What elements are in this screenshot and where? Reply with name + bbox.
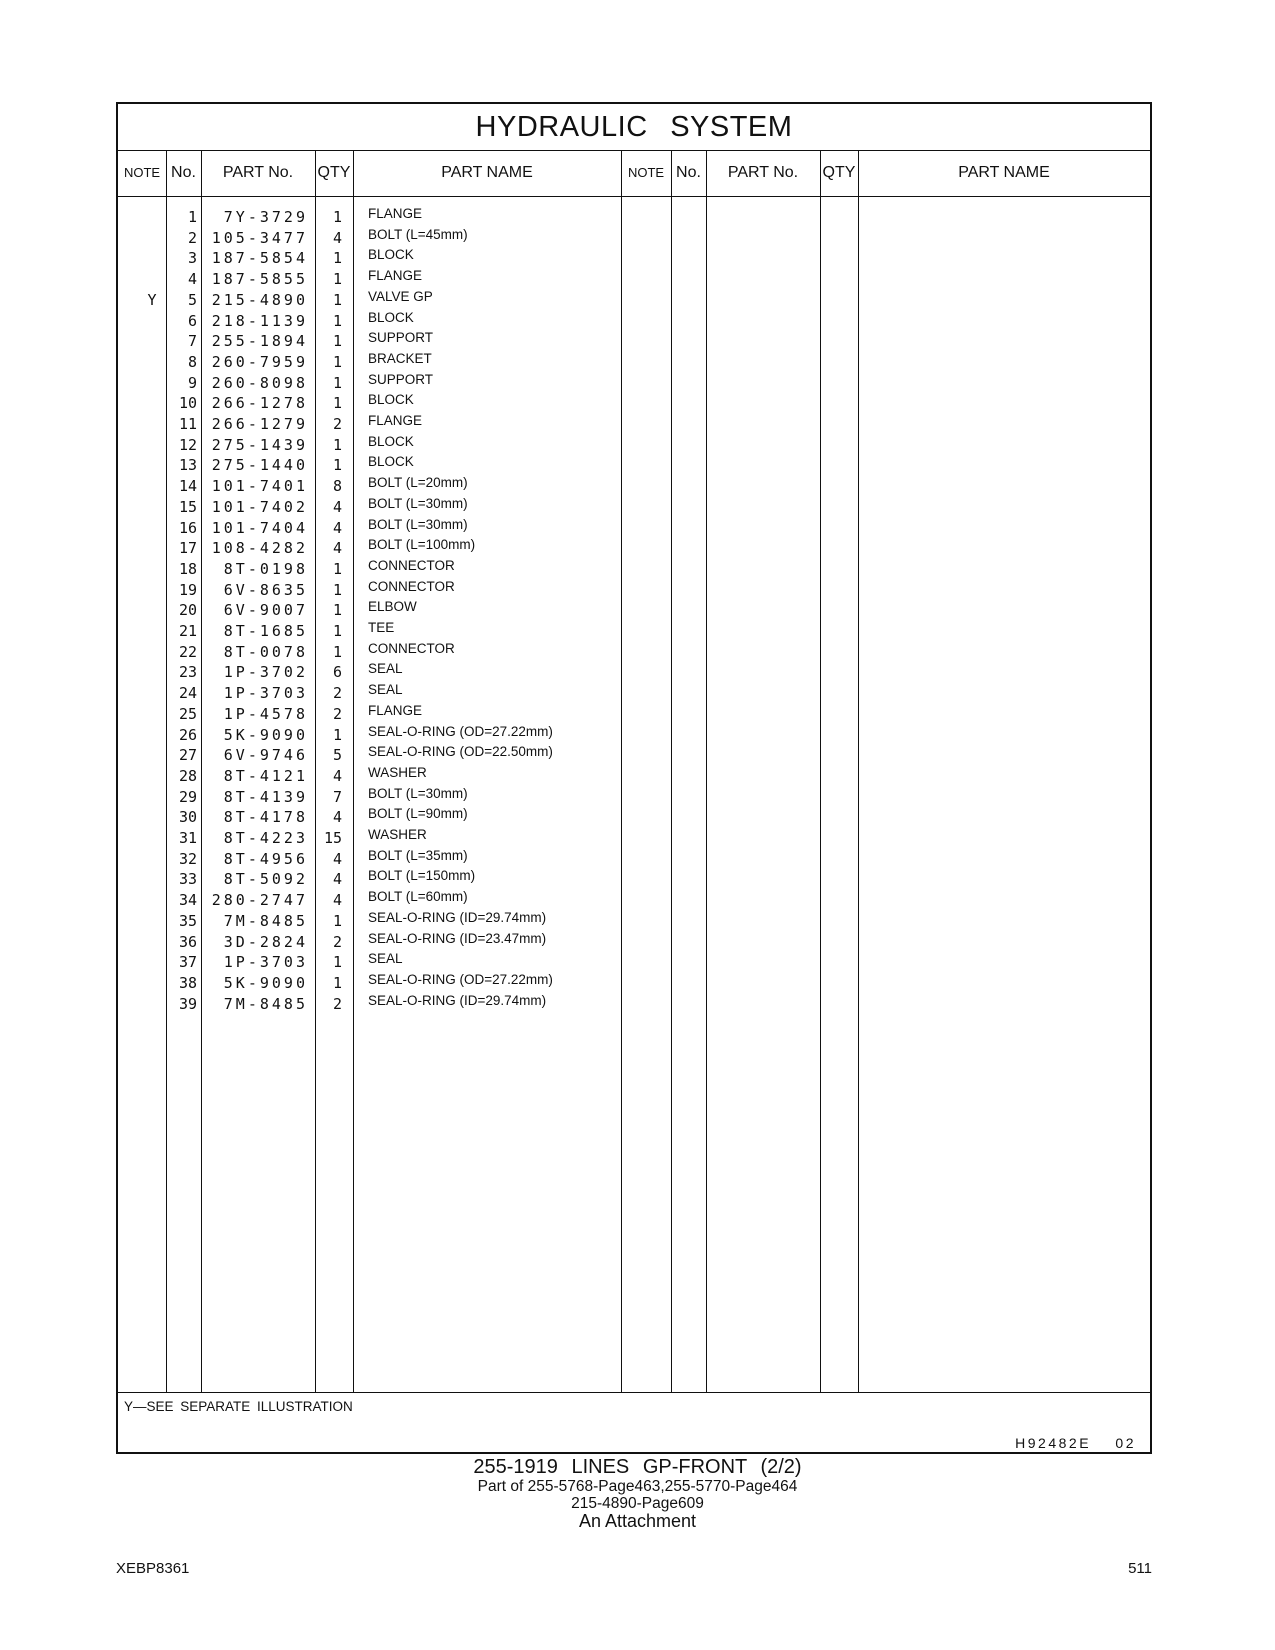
row-part-no: 255-1894: [211, 332, 308, 351]
row-qty: 4: [332, 808, 342, 827]
table-row: [118, 765, 1150, 787]
row-part-name: BOLT (L=150mm): [368, 868, 476, 884]
table-row: [118, 599, 1150, 621]
group-reference: Part of 255-5768-Page463,255-5770-Page464: [477, 1478, 798, 1495]
row-part-name: WASHER: [368, 764, 427, 780]
row-part-no: 101-7401: [211, 477, 308, 496]
row-number: 23: [178, 663, 197, 682]
row-part-name: BOLT (L=45mm): [368, 226, 468, 242]
row-qty: 1: [332, 622, 342, 640]
row-part-no: 266-1278: [211, 394, 308, 413]
page-number: 511: [1128, 1560, 1152, 1577]
row-part-no: 3D-2824: [223, 932, 308, 951]
table-footer: [118, 1392, 1150, 1453]
row-number: 37: [178, 953, 197, 972]
group-reference-2: 215-4890-Page609: [571, 1495, 704, 1512]
row-part-name: BOLT (L=90mm): [368, 806, 468, 822]
table-row: [118, 454, 1150, 476]
row-part-name: FLANGE: [368, 702, 423, 718]
footnote: Y—SEE SEPARATE ILLUSTRATION: [124, 1399, 353, 1414]
row-part-no: 8T-4223: [223, 829, 308, 847]
table-row: [118, 517, 1150, 539]
attachment-label: An Attachment: [578, 1511, 697, 1531]
row-note: Y: [147, 290, 157, 309]
row-number: 14: [178, 477, 197, 496]
row-qty: 1: [332, 311, 342, 330]
row-qty: 1: [332, 953, 342, 972]
header-qty-left: QTY: [317, 164, 351, 181]
row-part-name: BOLT (L=60mm): [368, 889, 468, 905]
header-part-no-right: PART No.: [727, 164, 799, 181]
row-number: 25: [178, 704, 197, 723]
table-title: HYDRAULIC SYSTEM: [118, 104, 1150, 151]
row-qty: 5: [332, 746, 342, 765]
row-part-name: SEAL-O-RING (ID=29.74mm): [368, 992, 547, 1008]
row-qty: 1: [332, 973, 342, 992]
row-number: 19: [178, 580, 197, 599]
row-number: 39: [178, 994, 197, 1013]
table-row: [118, 951, 1150, 973]
table-row: [118, 620, 1150, 642]
row-qty: 4: [332, 518, 342, 537]
row-part-name: ELBOW: [368, 599, 417, 615]
row-number: 16: [178, 518, 197, 537]
row-qty: 8: [332, 477, 342, 496]
row-qty: 1: [332, 373, 342, 392]
group-title: 255-1919 LINES GP-FRONT (2/2): [473, 1456, 802, 1478]
row-part-name: BLOCK: [368, 454, 414, 470]
row-number: 7: [187, 332, 197, 351]
illustration-code: H92482E 02: [1015, 1435, 1136, 1451]
row-number: 2: [187, 228, 197, 247]
table-row: [118, 330, 1150, 352]
row-number: 12: [178, 435, 197, 454]
row-qty: 1: [332, 290, 342, 309]
row-qty: 1: [332, 249, 342, 268]
row-part-name: SEAL: [368, 951, 403, 967]
row-qty: 15: [323, 829, 342, 847]
header-part-name-right: PART NAME: [958, 164, 1050, 181]
row-part-name: BOLT (L=30mm): [368, 785, 468, 801]
row-part-no: 8T-4956: [223, 849, 308, 868]
row-part-no: 260-8098: [211, 373, 308, 392]
row-number: 3: [187, 249, 197, 268]
row-part-no: 215-4890: [211, 290, 308, 309]
row-part-name: VALVE GP: [368, 288, 433, 304]
row-number: 10: [178, 394, 197, 413]
table-row: [118, 993, 1150, 1015]
row-part-name: SEAL-O-RING (OD=27.22mm): [368, 971, 553, 987]
table-row: [118, 558, 1150, 580]
table-row: [118, 889, 1150, 911]
row-number: 33: [178, 870, 197, 889]
row-part-no: 187-5854: [211, 249, 308, 268]
row-part-no: 7Y-3729: [223, 208, 308, 226]
table-row: [118, 806, 1150, 828]
row-part-no: 5K-9090: [223, 725, 308, 744]
row-part-no: 108-4282: [211, 539, 308, 558]
row-number: 32: [178, 849, 197, 868]
row-part-no: 266-1279: [211, 415, 308, 433]
table-row: [118, 579, 1150, 601]
header-part-name-left: PART NAME: [441, 164, 533, 181]
row-qty: 1: [332, 642, 342, 661]
header-no-right: No.: [676, 164, 701, 181]
row-part-no: 105-3477: [211, 228, 308, 247]
table-row: [118, 703, 1150, 725]
row-part-name: FLANGE: [368, 206, 423, 221]
row-part-no: 8T-4178: [223, 808, 308, 827]
row-qty: 4: [332, 497, 342, 516]
row-part-no: 1P-3702: [223, 663, 308, 682]
row-part-no: 8T-0078: [223, 642, 308, 661]
row-number: 36: [178, 932, 197, 951]
row-part-no: 1P-3703: [223, 953, 308, 972]
row-part-no: 8T-0198: [223, 559, 308, 578]
row-number: 15: [178, 497, 197, 516]
row-part-no: 6V-9746: [223, 746, 308, 765]
header-note-right: NOTE: [627, 165, 665, 180]
row-number: 6: [187, 311, 197, 330]
row-part-name: CONNECTOR: [368, 578, 455, 594]
row-number: 11: [178, 415, 197, 433]
row-part-name: SEAL-O-RING (ID=29.74mm): [368, 909, 547, 925]
table-row: [118, 475, 1150, 497]
row-number: 13: [178, 456, 197, 475]
row-part-name: BRACKET: [368, 350, 432, 366]
row-part-no: 1P-4578: [223, 704, 308, 723]
row-part-no: 187-5855: [211, 270, 308, 289]
row-part-name: TEE: [368, 620, 395, 635]
table-header: [118, 150, 1150, 197]
row-part-no: 7M-8485: [223, 911, 308, 930]
row-number: 5: [187, 290, 197, 309]
row-part-name: SEAL: [368, 682, 403, 698]
table-row: [118, 537, 1150, 559]
row-qty: 4: [332, 849, 342, 868]
row-part-name: SEAL-O-RING (ID=23.47mm): [368, 930, 547, 946]
table-row: [118, 931, 1150, 953]
row-part-name: BOLT (L=20mm): [368, 475, 468, 491]
row-qty: 4: [332, 228, 342, 247]
row-part-no: 260-7959: [211, 352, 308, 371]
table-row: [118, 268, 1150, 290]
row-part-no: 275-1440: [211, 456, 308, 475]
row-part-no: 8T-4139: [223, 787, 308, 806]
row-part-name: BOLT (L=35mm): [368, 847, 468, 863]
row-number: 17: [178, 539, 197, 558]
row-qty: 1: [332, 601, 342, 620]
document-id: XEBP8361: [116, 1560, 190, 1577]
row-part-no: 275-1439: [211, 435, 308, 454]
row-part-name: BLOCK: [368, 247, 414, 263]
row-qty: 1: [332, 559, 342, 578]
row-qty: 4: [332, 766, 342, 785]
table-row: [118, 372, 1150, 394]
table-row: [118, 351, 1150, 373]
row-qty: 1: [332, 332, 342, 351]
table-row: [118, 910, 1150, 932]
row-number: 4: [187, 270, 197, 289]
row-number: 20: [178, 601, 197, 620]
row-qty: 1: [332, 456, 342, 475]
row-number: 26: [178, 725, 197, 744]
row-part-name: SUPPORT: [368, 371, 434, 387]
row-qty: 1: [332, 394, 342, 413]
row-number: 8: [187, 352, 197, 371]
row-part-no: 101-7402: [211, 497, 308, 516]
row-part-name: BOLT (L=100mm): [368, 537, 476, 553]
header-no-left: No.: [171, 164, 196, 181]
row-part-name: FLANGE: [368, 413, 423, 428]
row-qty: 1: [332, 725, 342, 744]
row-part-no: 218-1139: [211, 311, 308, 330]
table-row: [118, 972, 1150, 994]
row-qty: 1: [332, 208, 342, 226]
table-row: [118, 868, 1150, 890]
table-row: [118, 496, 1150, 518]
row-number: 30: [178, 808, 197, 827]
row-part-name: WASHER: [368, 827, 427, 842]
table-row: [118, 434, 1150, 456]
row-part-no: 6V-8635: [223, 580, 308, 599]
table-row: [118, 661, 1150, 683]
table-row: [118, 786, 1150, 808]
row-number: 18: [178, 559, 197, 578]
row-qty: 2: [332, 994, 342, 1013]
row-part-no: 5K-9090: [223, 973, 308, 992]
row-number: 29: [178, 787, 197, 806]
row-qty: 6: [332, 663, 342, 682]
table-row: [118, 206, 1150, 228]
row-part-no: 1P-3703: [223, 684, 308, 703]
row-number: 38: [178, 973, 197, 992]
row-part-no: 101-7404: [211, 518, 308, 537]
header-qty-right: QTY: [822, 164, 856, 181]
row-number: 9: [187, 373, 197, 392]
row-number: 21: [178, 622, 197, 640]
row-qty: 2: [332, 704, 342, 723]
row-qty: 7: [332, 787, 342, 806]
row-number: 35: [178, 911, 197, 930]
row-qty: 1: [332, 580, 342, 599]
row-qty: 4: [332, 539, 342, 558]
row-number: 28: [178, 766, 197, 785]
row-part-name: BOLT (L=30mm): [368, 516, 468, 532]
row-qty: 4: [332, 891, 342, 910]
row-part-no: 8T-4121: [223, 766, 308, 785]
row-part-no: 8T-5092: [223, 870, 308, 889]
table-row: [118, 827, 1150, 849]
table-row: [118, 724, 1150, 746]
row-part-no: 6V-9007: [223, 601, 308, 620]
header-part-no-left: PART No.: [222, 164, 294, 181]
row-part-name: SEAL-O-RING (OD=27.22mm): [368, 723, 553, 739]
row-part-name: BLOCK: [368, 309, 414, 325]
row-qty: 1: [332, 911, 342, 930]
row-qty: 2: [332, 932, 342, 951]
row-qty: 2: [332, 415, 342, 433]
table-row: [118, 744, 1150, 766]
row-part-no: 280-2747: [211, 891, 308, 910]
table-row: [118, 289, 1150, 311]
row-part-name: SEAL: [368, 661, 403, 677]
row-qty: 1: [332, 270, 342, 289]
row-part-name: FLANGE: [368, 268, 423, 284]
row-part-name: SEAL-O-RING (OD=22.50mm): [368, 744, 553, 760]
row-part-name: SUPPORT: [368, 330, 434, 346]
row-number: 24: [178, 684, 197, 703]
row-part-no: 8T-1685: [223, 622, 308, 640]
row-part-name: BOLT (L=30mm): [368, 495, 468, 511]
row-qty: 2: [332, 684, 342, 703]
row-part-name: CONNECTOR: [368, 557, 455, 573]
table-row: [118, 247, 1150, 269]
row-number: 22: [178, 642, 197, 661]
row-part-no: 7M-8485: [223, 994, 308, 1013]
row-part-name: BLOCK: [368, 392, 414, 408]
row-qty: 1: [332, 352, 342, 371]
row-number: 31: [178, 829, 197, 847]
row-qty: 1: [332, 435, 342, 454]
table-row: [118, 413, 1150, 435]
row-part-name: BLOCK: [368, 433, 414, 449]
table-row: [118, 310, 1150, 332]
parts-table-body: [118, 196, 1150, 1392]
row-number: 34: [178, 891, 197, 910]
table-row: [118, 227, 1150, 249]
table-row: [118, 641, 1150, 663]
header-note-left: NOTE: [123, 165, 161, 180]
row-number: 27: [178, 746, 197, 765]
parts-table-frame: [116, 102, 1152, 1454]
row-qty: 4: [332, 870, 342, 889]
table-row: [118, 392, 1150, 414]
table-row: [118, 682, 1150, 704]
row-part-name: CONNECTOR: [368, 640, 455, 656]
row-number: 1: [187, 208, 197, 226]
table-row: [118, 848, 1150, 870]
